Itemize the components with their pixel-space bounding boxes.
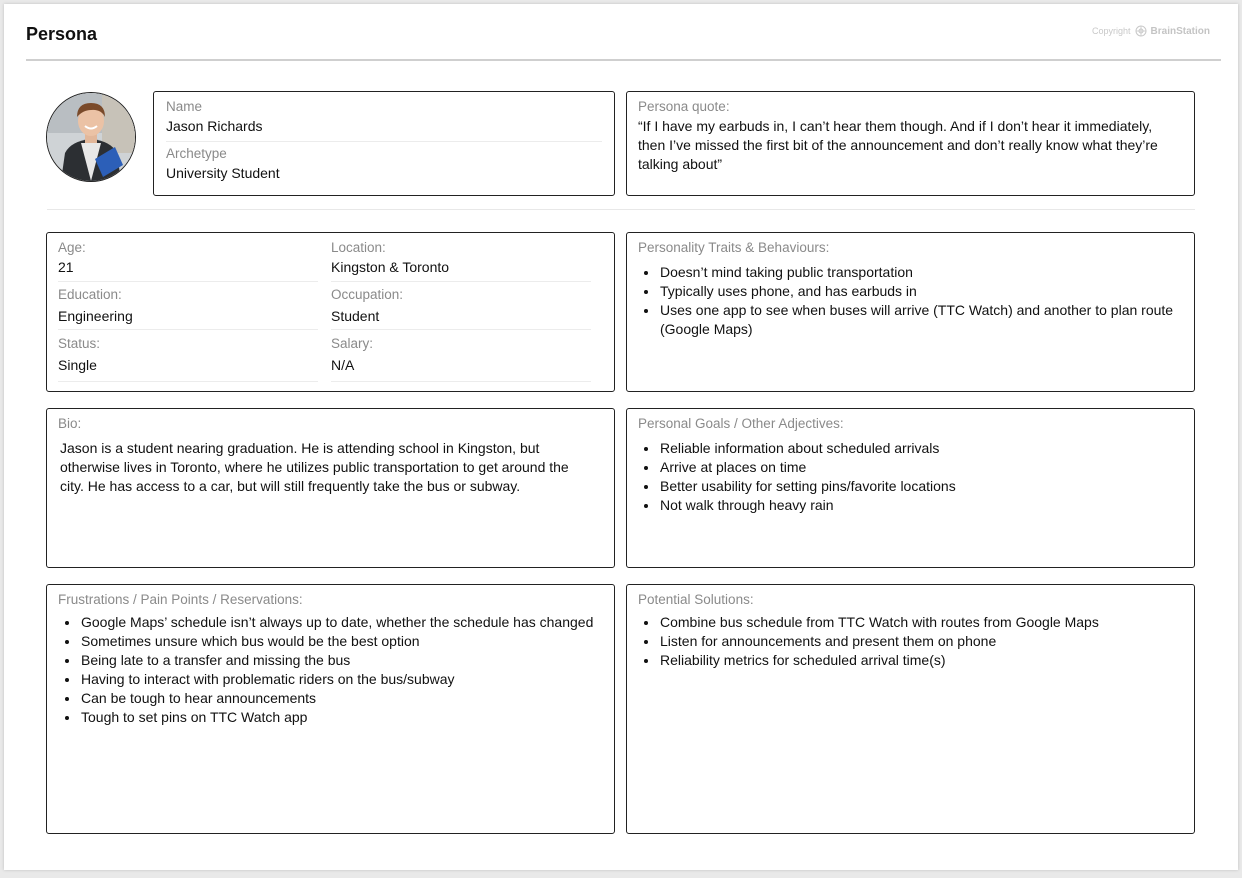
status-label: Status: — [58, 336, 101, 351]
list-item: • Combine bus schedule from TTC Watch with routes from Google Maps — [659, 613, 1197, 632]
list-item: • Reliability metrics for scheduled arrival time(s) — [659, 651, 1197, 670]
list-item: • Tough to set pins on TTC Watch app — [80, 708, 620, 727]
potential-solutions-card — [626, 584, 1195, 834]
header-divider — [26, 59, 1221, 61]
traits-list — [639, 263, 1197, 339]
personal-goals-card — [626, 408, 1195, 568]
quote-label: Persona quote: — [638, 99, 730, 114]
name-value: Jason Richards — [166, 118, 263, 134]
bio-label: Bio: — [58, 416, 82, 431]
education-label: Education: — [58, 287, 122, 302]
archetype-value: University Student — [166, 165, 280, 181]
salary-value: N/A — [331, 357, 355, 373]
list-item: • Better usability for setting pins/favorite locations — [659, 477, 1197, 496]
occupation-label: Occupation: — [331, 287, 404, 302]
salary-divider — [331, 381, 591, 382]
age-label: Age: — [58, 240, 86, 255]
goals-list — [639, 439, 1197, 515]
solutions-list — [639, 613, 1197, 670]
name-label: Name — [166, 99, 203, 114]
age-divider — [58, 281, 318, 282]
bio-text: Jason is a student nearing graduation. He is attending school in Kingston, but otherwise lives in Toronto, where he utilizes public transportation to get around the city. He has access to a car, but will still frequently take the bus or subway. — [60, 440, 569, 494]
bio-card — [46, 408, 615, 568]
solutions-label: Potential Solutions: — [638, 592, 754, 607]
list-item: • Reliable information about scheduled arrivals — [659, 439, 1197, 458]
list-item: • Uses one app to see when buses will arrive (TTC Watch) and another to plan route (Google Maps) — [659, 301, 1197, 339]
location-label: Location: — [331, 240, 386, 255]
list-item: • Google Maps’ schedule isn’t always up to date, whether the schedule has changed — [80, 613, 620, 632]
location-divider — [331, 281, 591, 282]
section-divider — [47, 209, 1195, 210]
copyright-mark — [1092, 25, 1210, 37]
education-divider — [58, 329, 318, 330]
occupation-value: Student — [331, 308, 380, 324]
age-value: 21 — [58, 259, 74, 275]
list-item: • Being late to a transfer and missing the bus — [80, 651, 620, 670]
list-item: • Not walk through heavy rain — [659, 496, 1197, 515]
quote-text: “If I have my earbuds in, I can’t hear them though. And if I don’t hear it immediately, then I’ve missed the first bit of the announcement and don’t really know what they’re talking about” — [638, 118, 1158, 172]
copyright-label: Copyright — [1092, 26, 1131, 36]
list-item: • Sometimes unsure which bus would be the best option — [80, 632, 620, 651]
page-title: Persona — [26, 24, 98, 44]
archetype-label: Archetype — [166, 146, 227, 161]
persona-quote-card — [626, 91, 1195, 196]
goals-label: Personal Goals / Other Adjectives: — [638, 416, 844, 431]
person-photo-icon — [47, 93, 135, 181]
demographics-card — [46, 232, 615, 392]
frustrations-list — [60, 613, 620, 727]
persona-avatar — [46, 92, 136, 182]
list-item: • Typically uses phone, and has earbuds in — [659, 282, 1197, 301]
status-value: Single — [58, 357, 97, 373]
list-item: • Listen for announcements and present them on phone — [659, 632, 1197, 651]
frustrations-label: Frustrations / Pain Points / Reservations: — [58, 592, 303, 607]
identity-card — [153, 91, 615, 196]
brainstation-logo-icon — [1135, 25, 1147, 37]
salary-label: Salary: — [331, 336, 374, 351]
traits-label: Personality Traits & Behaviours: — [638, 240, 830, 255]
location-value: Kingston & Toronto — [331, 259, 450, 275]
frustrations-card — [46, 584, 615, 834]
list-item: • Arrive at places on time — [659, 458, 1197, 477]
list-item: • Can be tough to hear announcements — [80, 689, 620, 708]
persona-sheet — [4, 4, 1238, 870]
brand-name: BrainStation — [1150, 25, 1210, 37]
occupation-divider — [331, 329, 591, 330]
list-item: • Having to interact with problematic riders on the bus/subway — [80, 670, 620, 689]
personality-traits-card — [626, 232, 1195, 392]
list-item: • Doesn’t mind taking public transportation — [659, 263, 1197, 282]
education-value: Engineering — [58, 308, 133, 324]
name-divider — [166, 141, 602, 142]
status-divider — [58, 381, 318, 382]
